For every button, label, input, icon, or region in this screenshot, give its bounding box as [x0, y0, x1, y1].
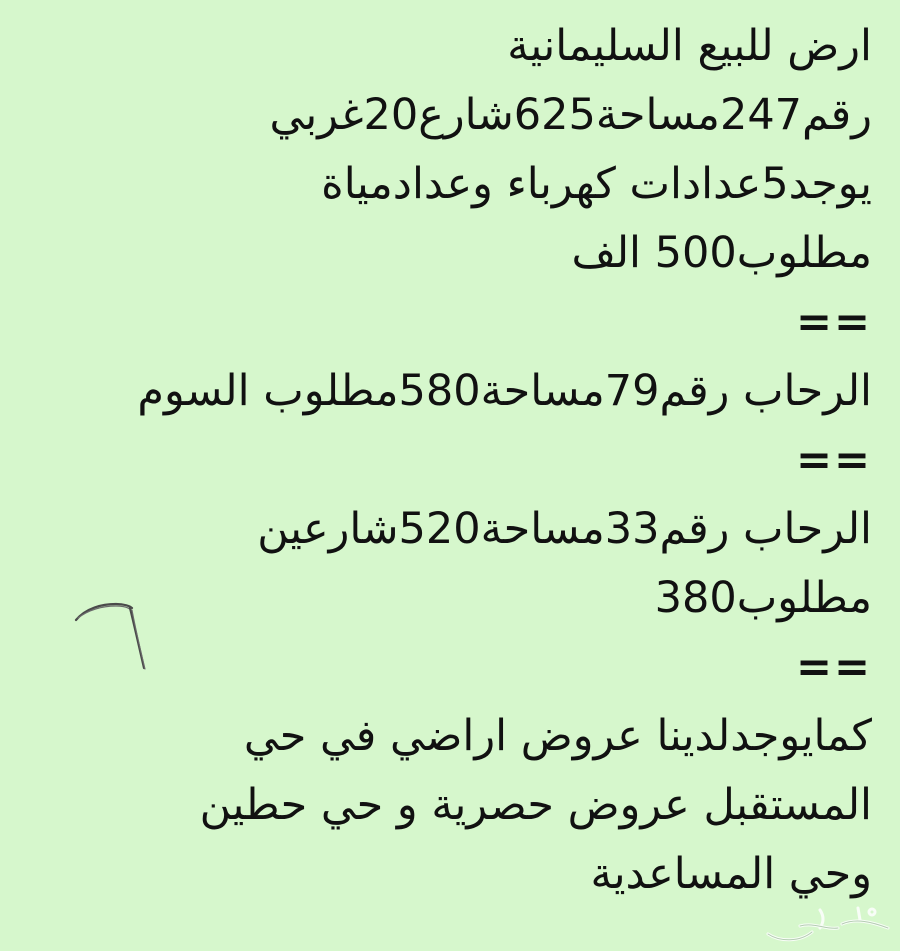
message-line: الرحاب رقم33مساحة520شارعين	[257, 504, 872, 554]
message-separator: ==	[795, 642, 872, 692]
message-line: وحي المساعدية	[590, 849, 872, 899]
message-line: مطلوب380	[654, 573, 872, 623]
message-line: المستقبل عروض حصرية و حي حطين	[199, 780, 872, 830]
message-separator: ==	[795, 297, 872, 347]
message-line: كمايوجدلدينا عروض اراضي في حي	[243, 711, 872, 761]
ad-message-text	[30, 12, 872, 909]
haraj-watermark-logo	[760, 898, 898, 948]
hand-drawn-mark-icon	[72, 598, 156, 674]
message-line: رقم247مساحة625شارع20غربي	[269, 90, 872, 140]
message-line: يوجد5عدادات كهرباء وعدادمياة	[321, 159, 872, 209]
message-line: ارض للبيع السليمانية	[507, 21, 872, 71]
message-separator: ==	[795, 435, 872, 485]
message-line: الرحاب رقم79مساحة580مطلوب السوم	[137, 366, 872, 416]
message-line: مطلوب500 الف	[571, 228, 872, 278]
